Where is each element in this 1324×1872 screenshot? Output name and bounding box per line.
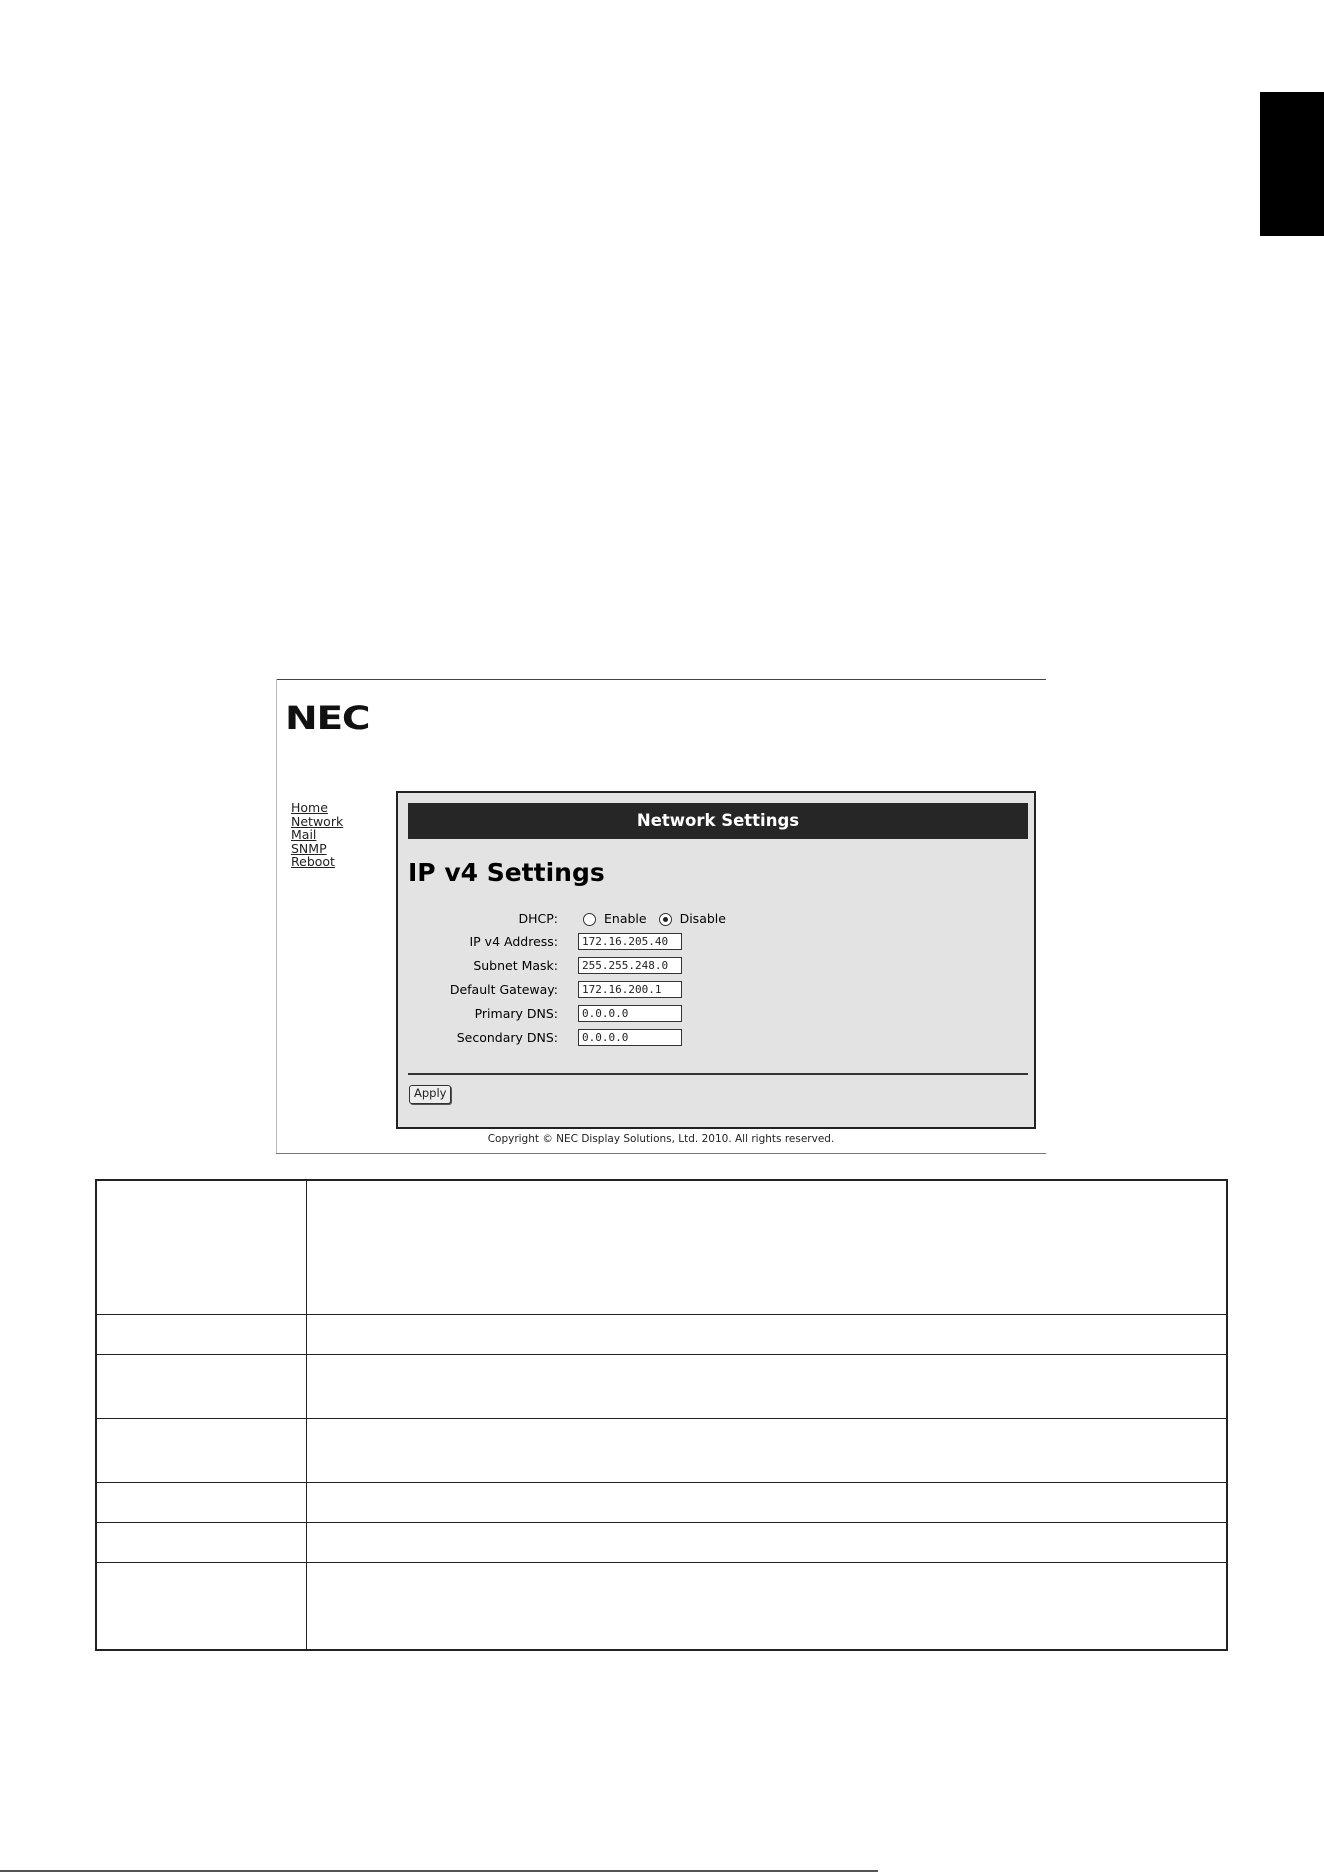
ip-address-row [398,933,1038,951]
subnet-mask-row [398,957,1038,975]
dhcp-enable-label: Enable [604,911,647,926]
nav-link-reboot[interactable]: Reboot [291,854,335,869]
top-rule [276,679,1046,680]
table-row [96,1482,1227,1522]
dhcp-row [398,910,1038,928]
table-cell [307,1418,1228,1482]
description-table [95,1179,1228,1651]
bottom-rule [276,1153,1046,1154]
table-cell [307,1180,1228,1314]
subnet-mask-input[interactable]: 255.255.248.0 [578,957,682,974]
table-cell [96,1314,307,1354]
nav-link-network[interactable]: Network [291,813,344,829]
dhcp-enable-radio[interactable] [583,913,596,926]
dhcp-label: DHCP: [518,911,558,926]
left-rule [276,679,277,1153]
dhcp-disable-radio[interactable] [659,913,672,926]
table-row [96,1354,1227,1418]
nav-link-mail[interactable]: Mail [291,827,317,842]
primary-dns-input[interactable]: 0.0.0.0 [578,1005,682,1022]
subnet-mask-label: Subnet Mask: [473,958,558,973]
table-cell [307,1314,1228,1354]
browser-screenshot [276,679,1046,1153]
dhcp-radio-group [583,910,738,928]
default-gateway-row [398,981,1038,999]
primary-dns-row [398,1005,1038,1023]
panel-divider [408,1073,1028,1075]
nav-link-snmp[interactable]: SNMP [291,840,327,856]
table-cell [96,1180,307,1314]
table-cell [96,1522,307,1562]
ip-address-input[interactable]: 172.16.205.40 [578,933,682,950]
table-cell [307,1522,1228,1562]
secondary-dns-label: Secondary DNS: [456,1030,558,1045]
default-gateway-input[interactable]: 172.16.200.1 [578,981,682,998]
table-row [96,1522,1227,1562]
table-cell [307,1354,1228,1418]
table-cell [96,1354,307,1418]
nec-logo: NEC [285,699,370,737]
table-row [96,1314,1227,1354]
table-cell [307,1562,1228,1650]
table-cell [96,1418,307,1482]
table-cell [307,1482,1228,1522]
apply-button[interactable]: Apply [409,1085,451,1104]
nav-link-home[interactable]: Home [291,800,328,815]
panel-header: Network Settings [408,803,1028,839]
table-row [96,1562,1227,1650]
settings-panel [396,791,1036,1129]
ip-address-label: IP v4 Address: [469,934,558,949]
table-cell [96,1482,307,1522]
nav-menu [291,801,343,869]
secondary-dns-row [398,1029,1038,1047]
secondary-dns-input[interactable]: 0.0.0.0 [578,1029,682,1046]
default-gateway-label: Default Gateway: [449,982,558,997]
side-tab-marker [1260,92,1324,236]
copyright-text: Copyright © NEC Display Solutions, Ltd. 2010. All rights reserved. [487,1133,835,1145]
primary-dns-label: Primary DNS: [474,1006,558,1021]
dhcp-disable-label: Disable [679,911,726,926]
table-cell [96,1562,307,1650]
section-title: IP v4 Settings [408,858,605,887]
table-row [96,1180,1227,1314]
table-row [96,1418,1227,1482]
